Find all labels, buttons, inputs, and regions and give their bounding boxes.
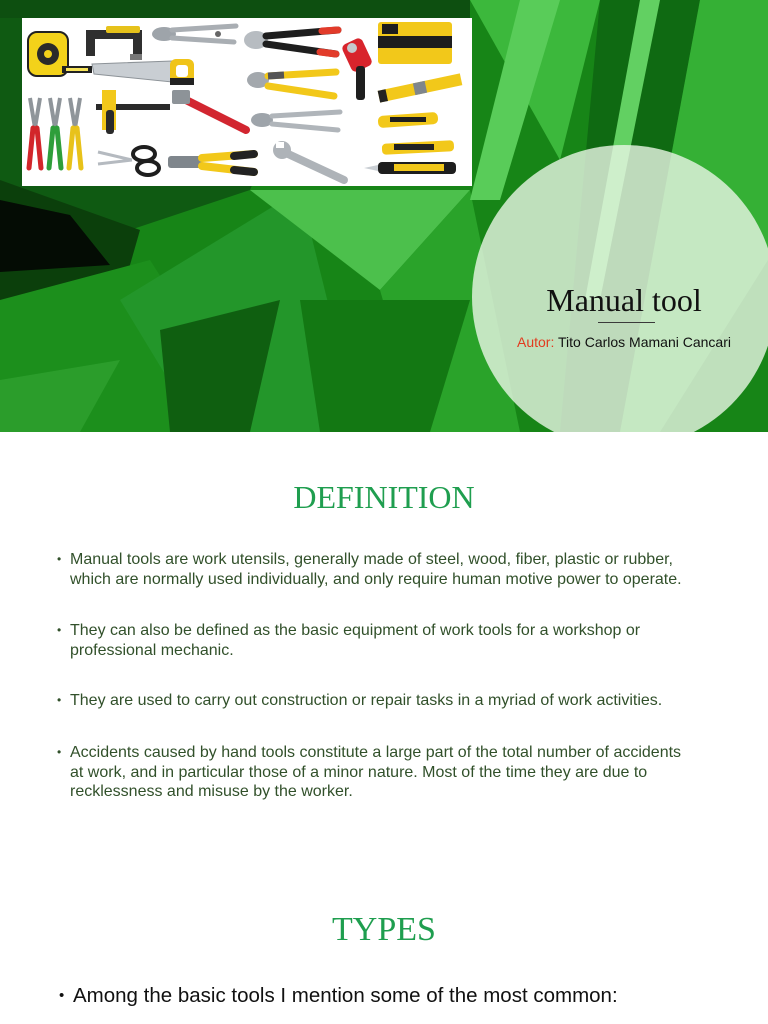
bullet-text [70,691,662,711]
types-slide [0,864,768,1024]
bullet-icon: • [57,623,62,637]
pipe-wrench-icon [172,90,246,130]
types-heading: TYPES [332,911,436,948]
tools-image [22,18,472,186]
bullet-line: They are used to carry out construction or repair tasks in a myriad of work activities. [70,692,663,709]
author-line [484,333,764,351]
bullet-line: Accidents caused by hand tools constitute a large part of the total number of accidents [70,744,682,761]
bullet-icon: • [57,693,62,707]
locking-pliers-gray-icon [251,112,340,130]
spirit-level-icon [378,73,463,102]
cover-slide [0,0,768,432]
bullet-text [70,743,681,802]
cutting-pliers-icon [244,30,338,54]
locking-pliers-yellow-icon [247,72,336,96]
definition-slide [0,432,768,864]
bullet-icon: • [57,552,62,566]
tape-measure-icon [28,32,92,76]
author-label: Autor: [517,334,555,350]
hand-saw-icon [92,59,194,85]
snap-off-knife-icon [364,140,456,174]
title-underline [598,322,655,323]
utility-knife-icon [378,112,439,128]
bullet-line: which are normally used individually, and only require human motive power to operate. [70,570,682,588]
c-clamp-icon [86,26,142,60]
definition-heading: DEFINITION [293,479,475,515]
bullet-text: Among the basic tools I mention some of the most common: [73,984,618,1007]
bullet-line: professional mechanic. [70,641,234,659]
cover-title: Manual tool [546,282,702,318]
bullet-text [70,550,682,589]
bullet-line: recklessness and misuse by the worker. [70,783,353,800]
bullet-icon: • [57,745,62,759]
scissors-icon [98,147,159,175]
locking-pliers-icon [152,26,236,42]
pipe-cutter-icon [341,37,374,100]
adjustable-wrench-icon [273,141,344,180]
tin-snips-icon [29,98,81,168]
wire-stripper-icon [168,154,254,172]
author-name: Tito Carlos Mamani Cancari [558,334,731,350]
bullet-text [70,621,640,660]
bullet-line: Manual tools are work utensils, generally made of steel, wood, fiber, plastic or rubber, [70,551,673,568]
bar-clamp-icon [96,90,170,134]
bullet-line: at work, and in particular those of a minor nature. Most of the time they are due to [70,763,648,781]
bullet-line: They can also be defined as the basic equipment of work tools for a workshop or [70,622,641,639]
tool-case-icon [378,22,452,64]
bullet-icon: • [59,987,65,1004]
